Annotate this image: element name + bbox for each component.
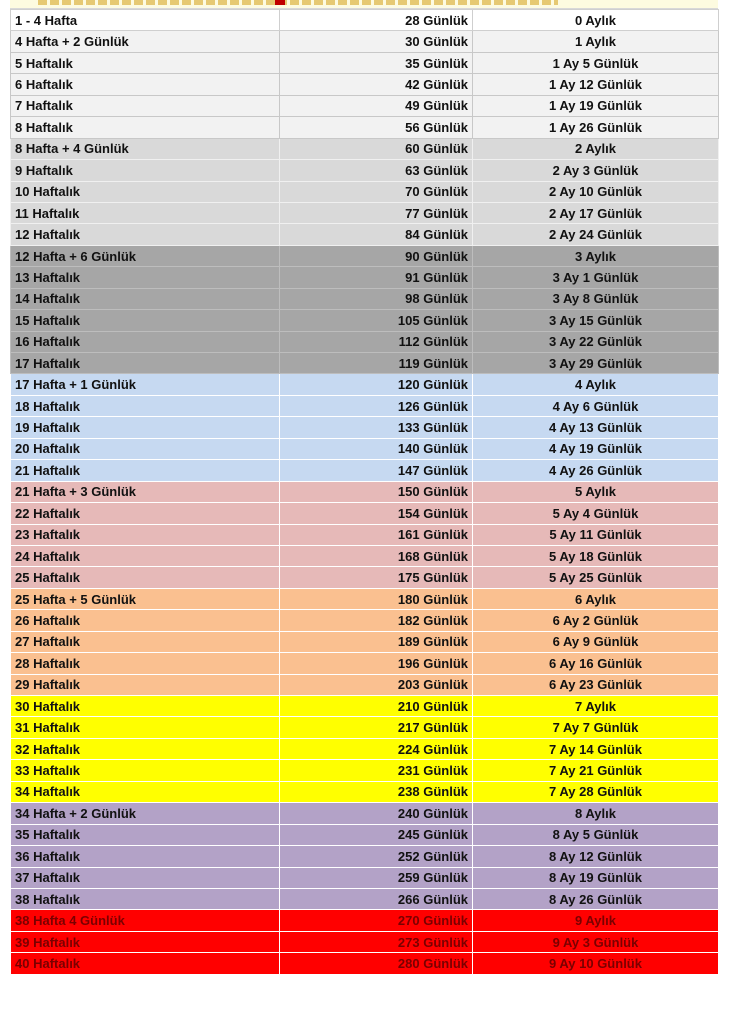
months-cell[interactable]: 8 Aylık xyxy=(473,803,719,824)
table-row[interactable] xyxy=(11,910,719,931)
days-cell[interactable]: 112 Günlük xyxy=(280,331,473,352)
days-cell[interactable]: 203 Günlük xyxy=(280,674,473,695)
days-cell[interactable]: 280 Günlük xyxy=(280,953,473,974)
weeks-cell[interactable]: 22 Haftalık xyxy=(11,503,280,524)
days-cell[interactable]: 98 Günlük xyxy=(280,288,473,309)
days-cell[interactable]: 252 Günlük xyxy=(280,846,473,867)
weeks-cell[interactable]: 20 Haftalık xyxy=(11,438,280,459)
months-cell[interactable]: 6 Ay 16 Günlük xyxy=(473,653,719,674)
table-row[interactable] xyxy=(11,674,719,695)
months-cell[interactable]: 6 Ay 9 Günlük xyxy=(473,631,719,652)
weeks-cell[interactable]: 36 Haftalık xyxy=(11,846,280,867)
months-cell[interactable]: 1 Ay 26 Günlük xyxy=(473,117,719,138)
days-cell[interactable]: 182 Günlük xyxy=(280,610,473,631)
days-cell[interactable]: 161 Günlük xyxy=(280,524,473,545)
weeks-cell[interactable]: 1 - 4 Hafta xyxy=(11,10,280,31)
days-cell[interactable]: 63 Günlük xyxy=(280,160,473,181)
months-cell[interactable]: 4 Ay 6 Günlük xyxy=(473,395,719,416)
weeks-cell[interactable]: 18 Haftalık xyxy=(11,395,280,416)
weeks-cell[interactable]: 21 Haftalık xyxy=(11,460,280,481)
table-row[interactable] xyxy=(11,803,719,824)
weeks-cell[interactable]: 14 Haftalık xyxy=(11,288,280,309)
days-cell[interactable]: 119 Günlük xyxy=(280,353,473,374)
weeks-cell[interactable]: 23 Haftalık xyxy=(11,524,280,545)
days-cell[interactable]: 56 Günlük xyxy=(280,117,473,138)
days-cell[interactable]: 35 Günlük xyxy=(280,52,473,73)
days-cell[interactable]: 49 Günlük xyxy=(280,95,473,116)
days-cell[interactable]: 231 Günlük xyxy=(280,760,473,781)
weeks-cell[interactable]: 25 Haftalık xyxy=(11,567,280,588)
weeks-cell[interactable]: 39 Haftalık xyxy=(11,931,280,952)
days-cell[interactable]: 210 Günlük xyxy=(280,696,473,717)
table-row[interactable] xyxy=(11,417,719,438)
months-cell[interactable]: 0 Aylık xyxy=(473,10,719,31)
table-row[interactable] xyxy=(11,738,719,759)
months-cell[interactable]: 3 Ay 15 Günlük xyxy=(473,310,719,331)
days-cell[interactable]: 90 Günlük xyxy=(280,245,473,266)
months-cell[interactable]: 6 Ay 23 Günlük xyxy=(473,674,719,695)
days-cell[interactable]: 30 Günlük xyxy=(280,31,473,52)
days-cell[interactable]: 259 Günlük xyxy=(280,867,473,888)
days-cell[interactable]: 150 Günlük xyxy=(280,481,473,502)
months-cell[interactable]: 9 Ay 10 Günlük xyxy=(473,953,719,974)
months-cell[interactable]: 6 Aylık xyxy=(473,588,719,609)
weeks-cell[interactable]: 37 Haftalık xyxy=(11,867,280,888)
table-row[interactable] xyxy=(11,10,719,31)
months-cell[interactable]: 3 Aylık xyxy=(473,245,719,266)
months-cell[interactable]: 7 Ay 7 Günlük xyxy=(473,717,719,738)
days-cell[interactable]: 168 Günlük xyxy=(280,545,473,566)
months-cell[interactable]: 5 Ay 25 Günlük xyxy=(473,567,719,588)
days-cell[interactable]: 105 Günlük xyxy=(280,310,473,331)
table-row[interactable] xyxy=(11,588,719,609)
weeks-cell[interactable]: 28 Haftalık xyxy=(11,653,280,674)
table-row[interactable] xyxy=(11,31,719,52)
table-body xyxy=(11,10,719,975)
weeks-cell[interactable]: 35 Haftalık xyxy=(11,824,280,845)
table-row[interactable] xyxy=(11,395,719,416)
weeks-cell[interactable]: 13 Haftalık xyxy=(11,267,280,288)
days-cell[interactable]: 273 Günlük xyxy=(280,931,473,952)
months-cell[interactable]: 8 Ay 12 Günlük xyxy=(473,846,719,867)
table-row[interactable] xyxy=(11,181,719,202)
days-cell[interactable]: 77 Günlük xyxy=(280,202,473,223)
weeks-cell[interactable]: 40 Haftalık xyxy=(11,953,280,974)
table-row[interactable] xyxy=(11,824,719,845)
months-cell[interactable]: 9 Ay 3 Günlük xyxy=(473,931,719,952)
days-cell[interactable]: 240 Günlük xyxy=(280,803,473,824)
table-row[interactable] xyxy=(11,95,719,116)
days-cell[interactable]: 196 Günlük xyxy=(280,653,473,674)
table-row[interactable] xyxy=(11,631,719,652)
months-cell[interactable]: 7 Ay 21 Günlük xyxy=(473,760,719,781)
weeks-cell[interactable]: 34 Hafta + 2 Günlük xyxy=(11,803,280,824)
days-cell[interactable]: 217 Günlük xyxy=(280,717,473,738)
weeks-cell[interactable]: 38 Haftalık xyxy=(11,888,280,909)
months-cell[interactable]: 5 Ay 18 Günlük xyxy=(473,545,719,566)
days-cell[interactable]: 154 Günlük xyxy=(280,503,473,524)
days-cell[interactable]: 189 Günlük xyxy=(280,631,473,652)
weeks-cell[interactable]: 29 Haftalık xyxy=(11,674,280,695)
table-row[interactable] xyxy=(11,610,719,631)
table-row[interactable] xyxy=(11,438,719,459)
pregnancy-week-table xyxy=(10,9,719,975)
months-cell[interactable]: 1 Ay 12 Günlük xyxy=(473,74,719,95)
months-cell[interactable]: 3 Ay 8 Günlük xyxy=(473,288,719,309)
months-cell[interactable]: 8 Ay 19 Günlük xyxy=(473,867,719,888)
table-row[interactable] xyxy=(11,931,719,952)
table-row[interactable] xyxy=(11,117,719,138)
days-cell[interactable]: 224 Günlük xyxy=(280,738,473,759)
table-row[interactable] xyxy=(11,52,719,73)
weeks-cell[interactable]: 9 Haftalık xyxy=(11,160,280,181)
table-row[interactable] xyxy=(11,653,719,674)
weeks-cell[interactable]: 10 Haftalık xyxy=(11,181,280,202)
days-cell[interactable]: 84 Günlük xyxy=(280,224,473,245)
days-cell[interactable]: 238 Günlük xyxy=(280,781,473,802)
days-cell[interactable]: 270 Günlük xyxy=(280,910,473,931)
weeks-cell[interactable]: 27 Haftalık xyxy=(11,631,280,652)
months-cell[interactable]: 4 Ay 19 Günlük xyxy=(473,438,719,459)
weeks-cell[interactable]: 17 Hafta + 1 Günlük xyxy=(11,374,280,395)
table-row[interactable] xyxy=(11,888,719,909)
weeks-cell[interactable]: 4 Hafta + 2 Günlük xyxy=(11,31,280,52)
months-cell[interactable]: 8 Ay 26 Günlük xyxy=(473,888,719,909)
months-cell[interactable]: 4 Aylık xyxy=(473,374,719,395)
weeks-cell[interactable]: 11 Haftalık xyxy=(11,202,280,223)
weeks-cell[interactable]: 38 Hafta 4 Günlük xyxy=(11,910,280,931)
days-cell[interactable]: 175 Günlük xyxy=(280,567,473,588)
weeks-cell[interactable]: 30 Haftalık xyxy=(11,696,280,717)
months-cell[interactable]: 2 Aylık xyxy=(473,138,719,159)
table-row[interactable] xyxy=(11,374,719,395)
days-cell[interactable]: 42 Günlük xyxy=(280,74,473,95)
table-row[interactable] xyxy=(11,310,719,331)
weeks-cell[interactable]: 32 Haftalık xyxy=(11,738,280,759)
months-cell[interactable]: 5 Aylık xyxy=(473,481,719,502)
table-row[interactable] xyxy=(11,74,719,95)
weeks-cell[interactable]: 25 Hafta + 5 Günlük xyxy=(11,588,280,609)
table-row[interactable] xyxy=(11,696,719,717)
weeks-cell[interactable]: 31 Haftalık xyxy=(11,717,280,738)
days-cell[interactable]: 28 Günlük xyxy=(280,10,473,31)
days-cell[interactable]: 266 Günlük xyxy=(280,888,473,909)
weeks-cell[interactable]: 8 Haftalık xyxy=(11,117,280,138)
table-row[interactable] xyxy=(11,160,719,181)
days-cell[interactable]: 147 Günlük xyxy=(280,460,473,481)
weeks-cell[interactable]: 19 Haftalık xyxy=(11,417,280,438)
months-cell[interactable]: 2 Ay 10 Günlük xyxy=(473,181,719,202)
weeks-cell[interactable]: 21 Hafta + 3 Günlük xyxy=(11,481,280,502)
weeks-cell[interactable]: 17 Haftalık xyxy=(11,353,280,374)
weeks-cell[interactable]: 7 Haftalık xyxy=(11,95,280,116)
months-cell[interactable]: 5 Ay 4 Günlük xyxy=(473,503,719,524)
days-cell[interactable]: 126 Günlük xyxy=(280,395,473,416)
table-row[interactable] xyxy=(11,202,719,223)
table-row[interactable] xyxy=(11,545,719,566)
months-cell[interactable]: 1 Ay 5 Günlük xyxy=(473,52,719,73)
weeks-cell[interactable]: 6 Haftalık xyxy=(11,74,280,95)
weeks-cell[interactable]: 24 Haftalık xyxy=(11,545,280,566)
months-cell[interactable]: 1 Ay 19 Günlük xyxy=(473,95,719,116)
months-cell[interactable]: 7 Ay 28 Günlük xyxy=(473,781,719,802)
days-cell[interactable]: 245 Günlük xyxy=(280,824,473,845)
table-row[interactable] xyxy=(11,288,719,309)
months-cell[interactable]: 3 Ay 1 Günlük xyxy=(473,267,719,288)
days-cell[interactable]: 120 Günlük xyxy=(280,374,473,395)
months-cell[interactable]: 4 Ay 13 Günlük xyxy=(473,417,719,438)
table-row[interactable] xyxy=(11,781,719,802)
table-row[interactable] xyxy=(11,267,719,288)
months-cell[interactable]: 7 Ay 14 Günlük xyxy=(473,738,719,759)
table-row[interactable] xyxy=(11,524,719,545)
weeks-cell[interactable]: 33 Haftalık xyxy=(11,760,280,781)
weeks-cell[interactable]: 12 Hafta + 6 Günlük xyxy=(11,245,280,266)
table-row[interactable] xyxy=(11,245,719,266)
table-row[interactable] xyxy=(11,353,719,374)
months-cell[interactable]: 2 Ay 3 Günlük xyxy=(473,160,719,181)
weeks-cell[interactable]: 26 Haftalık xyxy=(11,610,280,631)
weeks-cell[interactable]: 34 Haftalık xyxy=(11,781,280,802)
table-row[interactable] xyxy=(11,867,719,888)
weeks-cell[interactable]: 8 Hafta + 4 Günlük xyxy=(11,138,280,159)
months-cell[interactable]: 5 Ay 11 Günlük xyxy=(473,524,719,545)
months-cell[interactable]: 3 Ay 29 Günlük xyxy=(473,353,719,374)
days-cell[interactable]: 180 Günlük xyxy=(280,588,473,609)
table-row[interactable] xyxy=(11,567,719,588)
cropped-title-red-glyph xyxy=(275,0,285,5)
months-cell[interactable]: 3 Ay 22 Günlük xyxy=(473,331,719,352)
table-row[interactable] xyxy=(11,481,719,502)
days-cell[interactable]: 140 Günlük xyxy=(280,438,473,459)
table-row[interactable] xyxy=(11,953,719,974)
cropped-title-remnant xyxy=(38,0,558,5)
months-cell[interactable]: 1 Aylık xyxy=(473,31,719,52)
table-row[interactable] xyxy=(11,760,719,781)
cropped-title-banner xyxy=(10,0,718,9)
months-cell[interactable]: 6 Ay 2 Günlük xyxy=(473,610,719,631)
months-cell[interactable]: 8 Ay 5 Günlük xyxy=(473,824,719,845)
weeks-cell[interactable]: 16 Haftalık xyxy=(11,331,280,352)
weeks-cell[interactable]: 5 Haftalık xyxy=(11,52,280,73)
days-cell[interactable]: 70 Günlük xyxy=(280,181,473,202)
table-row[interactable] xyxy=(11,331,719,352)
days-cell[interactable]: 133 Günlük xyxy=(280,417,473,438)
weeks-cell[interactable]: 15 Haftalık xyxy=(11,310,280,331)
table-row[interactable] xyxy=(11,138,719,159)
months-cell[interactable]: 2 Ay 24 Günlük xyxy=(473,224,719,245)
months-cell[interactable]: 7 Aylık xyxy=(473,696,719,717)
months-cell[interactable]: 9 Aylık xyxy=(473,910,719,931)
days-cell[interactable]: 91 Günlük xyxy=(280,267,473,288)
table-row[interactable] xyxy=(11,717,719,738)
table-row[interactable] xyxy=(11,224,719,245)
table-row[interactable] xyxy=(11,460,719,481)
table-row[interactable] xyxy=(11,846,719,867)
table-row[interactable] xyxy=(11,503,719,524)
months-cell[interactable]: 4 Ay 26 Günlük xyxy=(473,460,719,481)
months-cell[interactable]: 2 Ay 17 Günlük xyxy=(473,202,719,223)
days-cell[interactable]: 60 Günlük xyxy=(280,138,473,159)
weeks-cell[interactable]: 12 Haftalık xyxy=(11,224,280,245)
